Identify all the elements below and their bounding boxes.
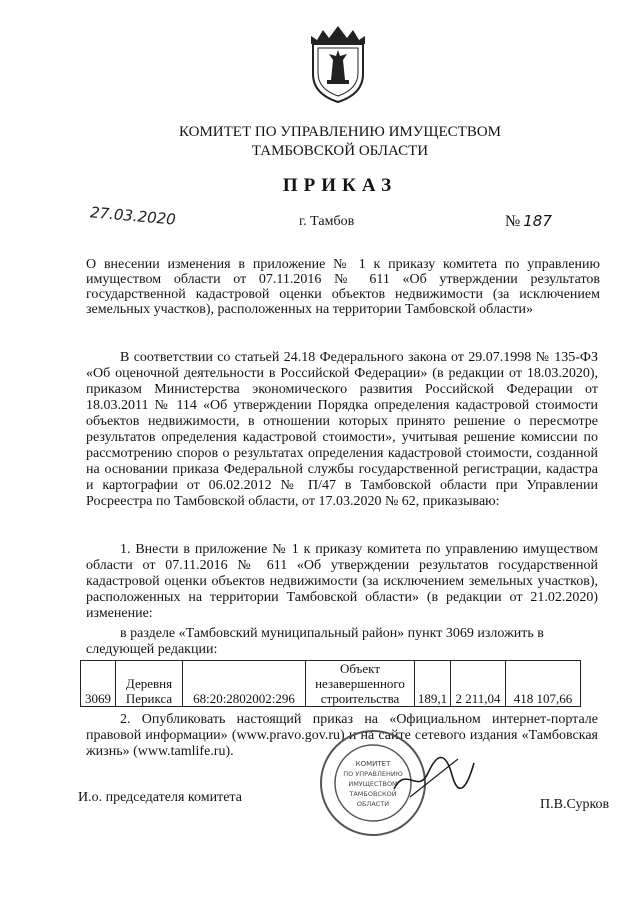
authority-line-2: ТАМБОВСКОЙ ОБЛАСТИ (251, 143, 429, 159)
handwritten-signature (388, 745, 478, 805)
stamp-line-4: ТАМБОВСКОЙ (349, 790, 397, 798)
cell-cadastral-value: 418 107,66 (506, 661, 581, 707)
cell-locality: Деревня Перикса (116, 661, 183, 707)
document-city: г. Тамбов (299, 214, 355, 229)
signer-title: И.о. председателя комитета (78, 790, 242, 805)
cell-object-type: Объект незавершенного строительства (306, 661, 415, 707)
stamp-line-2: ПО УПРАВЛЕНИЮ (343, 770, 403, 778)
number-value: 187 (523, 212, 552, 230)
table-row (81, 661, 581, 707)
document-date: 27.03.2020 (89, 203, 177, 229)
cell-number: 3069 (81, 661, 116, 707)
cell-specific-value: 2 211,04 (451, 661, 506, 707)
number-prefix: № (505, 213, 521, 230)
document-subject: О внесении изменения в приложение № 1 к приказу комитета по управлению имуществом области от 07.11.2016 № 611 «Об утверждении результатов государственной кадастровой оценки объектов недвижимости (за исключением земельных участков), расположенных на территории Тамбовской области» (86, 257, 600, 317)
document-type: ПРИКАЗ (282, 175, 398, 196)
document-number (505, 212, 552, 231)
coat-of-arms-icon (303, 22, 373, 106)
cell-cadastral-number: 68:20:2802002:296 (183, 661, 306, 707)
cell-area: 189,1 (415, 661, 451, 707)
clause-2: 2. Опубликовать настоящий приказ на «Официальном интернет-портале правовой информации» (www.pravo.gov.ru) и на сайте сетевого издания «Тамбовская жизнь» (www.tamlife.ru). (86, 712, 598, 759)
stamp-line-3: ИМУЩЕСТВОМ (348, 780, 398, 788)
signer-name: П.В.Сурков (540, 797, 610, 812)
clause-1: 1. Внести в приложение № 1 к приказу комитета по управлению имуществом области от 07.11.2016 № 611 «Об утверждении результатов государственной кадастровой оценки объектов недвижимости (за исключением земельных участков), расположенных на территории Тамбовской области» (в редакции от 21.02.2020) изменение: (86, 542, 598, 621)
authority-line-1: КОМИТЕТ ПО УПРАВЛЕНИЮ ИМУЩЕСТВОМ (178, 124, 502, 140)
amendment-table (80, 660, 581, 707)
stamp-line-1: КОМИТЕТ (355, 760, 391, 768)
stamp-line-5: ОБЛАСТИ (356, 800, 390, 808)
section-instruction: в разделе «Тамбовский муниципальный район» пункт 3069 изложить в следующей редакции: (86, 626, 544, 657)
authority-name (120, 123, 560, 161)
preamble-paragraph: В соответствии со статьей 24.18 Федерального закона от 29.07.1998 № 135-ФЗ «Об оценочной деятельности в Российской Федерации» (в редакции от 18.03.2020), приказом Министерства экономического развития Российской Федерации от 18.03.2011 № 114 «Об утверждении Порядка определения кадастровой стоимости объектов недвижимости, в отношении которых принято решение о пересмотре результатов определения кадастровой стоимости», учитывая решение комиссии по рассмотрению споров о результатах определения кадастровой стоимости, созданной на основании приказа Федеральной службы государственной регистрации, кадастра и картографии от 06.02.2012 № П/47 в Тамбовской области при Управлении Росреестра по Тамбовской области, от 17.03.2020 № 62, приказываю: (86, 350, 598, 509)
